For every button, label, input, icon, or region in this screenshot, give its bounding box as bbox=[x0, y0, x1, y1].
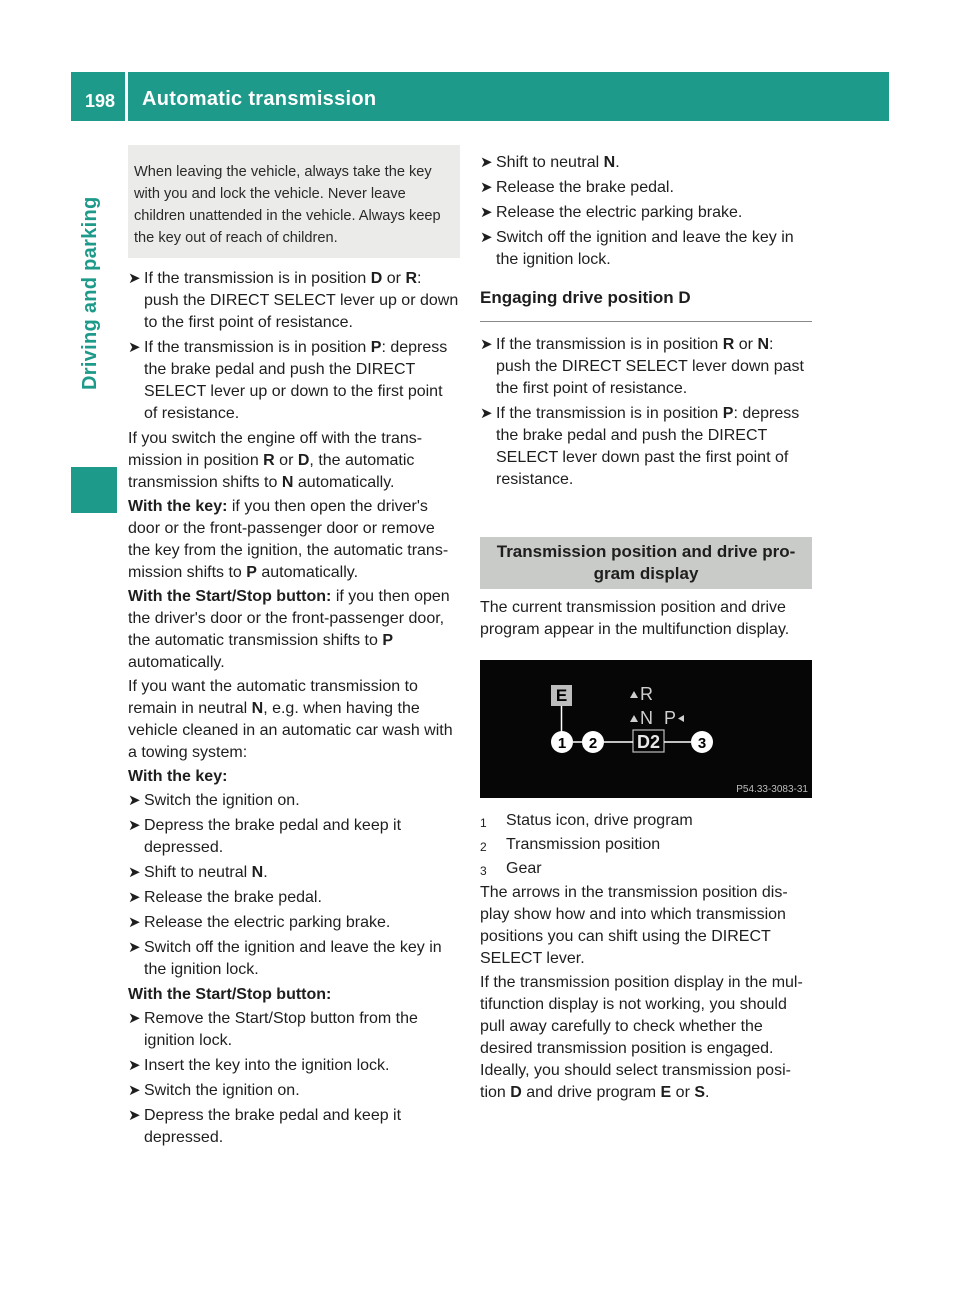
position-p: P bbox=[664, 708, 677, 728]
with-button-heading: With the Start/Stop button: bbox=[128, 986, 332, 1003]
header-divider bbox=[125, 72, 128, 121]
step-arrow-icon: ➤ bbox=[480, 154, 493, 171]
figure-background bbox=[480, 660, 812, 798]
callout-1-number: 1 bbox=[557, 735, 567, 752]
left-column bbox=[128, 140, 460, 1152]
step-arrow-icon: ➤ bbox=[128, 914, 141, 931]
key-step: ➤ Switch off the ignition and leave the key in the ignition lock. bbox=[128, 939, 442, 978]
step-arrow-icon: ➤ bbox=[128, 270, 141, 287]
step-arrow-icon: ➤ bbox=[128, 1107, 141, 1124]
side-tab-marker bbox=[71, 467, 117, 513]
button-step: ➤ Insert the key into the ignition lock. bbox=[128, 1055, 460, 1077]
step-neutral: ➤ Shift to neutral N. bbox=[480, 152, 812, 174]
step-arrow-icon: ➤ bbox=[128, 864, 141, 881]
button-step: ➤ Remove the Start/Stop button from the ignition lock. bbox=[128, 1010, 418, 1049]
paragraph-neutral: If you want the automatic transmission to remain in neutral N, e.g. when having the vehicle cleaned in an automatic car wash with a towing system: bbox=[128, 678, 453, 761]
eng-step-p: ➤ If the transmission is in position P: depress the brake pedal and push the DIRECT SELECT lever down past the first point of resistance. bbox=[480, 405, 800, 488]
step: ➤ Switch off the ignition and leave the key in the ignition lock. bbox=[480, 229, 794, 268]
step-arrow-icon: ➤ bbox=[128, 339, 141, 356]
button-step: ➤ Depress the brake pedal and keep it depressed. bbox=[128, 1107, 402, 1146]
step-arrow-icon: ➤ bbox=[480, 405, 493, 422]
transmission-display-figure bbox=[480, 660, 812, 798]
step-arrow-icon: ➤ bbox=[128, 939, 141, 956]
figure-code: P54.33-3083-31 bbox=[736, 784, 808, 795]
key-step: ➤ Depress the brake pedal and keep it depressed. bbox=[128, 817, 402, 856]
callout-2-number: 2 bbox=[588, 735, 598, 752]
arrows-paragraph: The arrows in the transmission position dis-play show how and into which transmission positions you can shift using the DIRECT SELECT lever. bbox=[480, 884, 788, 967]
transmission-display-svg bbox=[480, 660, 812, 798]
key-step: ➤ Release the brake pedal. bbox=[128, 887, 460, 909]
right-column bbox=[480, 150, 812, 1106]
position-n: N bbox=[640, 708, 653, 728]
side-tab-label: Driving and parking bbox=[79, 196, 101, 390]
step-arrow-icon: ➤ bbox=[128, 1010, 141, 1027]
step-arrow-icon: ➤ bbox=[480, 204, 493, 221]
page-header bbox=[71, 72, 889, 121]
step-arrow-icon: ➤ bbox=[128, 817, 141, 834]
warning-box: When leaving the vehicle, always take the key with you and lock the vehicle. Never leave children unattended in the vehicle. Always keep the key out of reach of children. bbox=[128, 145, 460, 258]
step-arrow-icon: ➤ bbox=[480, 336, 493, 353]
with-key-heading: With the key: bbox=[128, 768, 228, 785]
step-p: ➤ If the transmission is in position P: depress the brake pedal and push the DIRECT SELECT lever up or down to the first point of resistance. bbox=[128, 339, 448, 422]
step-arrow-icon: ➤ bbox=[128, 792, 141, 809]
legend-number: 1 bbox=[480, 816, 487, 830]
key-step-neutral: ➤ Shift to neutral N. bbox=[128, 862, 460, 884]
drive-program-letter: E bbox=[555, 686, 568, 705]
step: ➤ Release the electric parking brake. bbox=[480, 202, 812, 224]
key-step: ➤ Switch the ignition on. bbox=[128, 790, 460, 812]
step-d-or-r: ➤ If the transmission is in position D or R: push the DIRECT SELECT lever up or down to the first point of resistance. bbox=[128, 270, 459, 331]
key-step: ➤ Release the electric parking brake. bbox=[128, 912, 460, 934]
legend-number: 3 bbox=[480, 864, 487, 878]
paragraph-with-button: With the Start/Stop button: if you then open the driver's door or the front-passenger door, the automatic transmission shifts to P automatically. bbox=[128, 588, 450, 671]
step-arrow-icon: ➤ bbox=[128, 1057, 141, 1074]
engaging-heading: Engaging drive position D bbox=[480, 287, 812, 322]
callout-3-number: 3 bbox=[697, 735, 707, 752]
legend-item: 2 Transmission position bbox=[480, 834, 812, 856]
paragraph-with-key: With the key: if you then open the driver's door or the front-passenger door or remove the key from the ignition, the automatic trans-mission shifts to P automatically. bbox=[128, 498, 449, 581]
display-intro: The current transmission position and drive program appear in the multifunction display. bbox=[480, 599, 790, 638]
eng-step-r-or-n: ➤ If the transmission is in position R or N: push the DIRECT SELECT lever down past the first point of resistance. bbox=[480, 336, 804, 397]
step-arrow-icon: ➤ bbox=[480, 229, 493, 246]
step-arrow-icon: ➤ bbox=[128, 889, 141, 906]
paragraph-engine-off: If you switch the engine off with the trans-mission in position R or D, the automatic transmission shifts to N automatically. bbox=[128, 430, 423, 491]
legend-number: 2 bbox=[480, 840, 487, 854]
step: ➤ Release the brake pedal. bbox=[480, 177, 812, 199]
button-step: ➤ Switch the ignition on. bbox=[128, 1080, 460, 1102]
legend-item: 3 Gear bbox=[480, 858, 812, 880]
page-number: 198 bbox=[85, 91, 116, 111]
display-heading: Transmission position and drive pro-gram display bbox=[480, 537, 812, 589]
section-title: Automatic transmission bbox=[142, 88, 377, 110]
position-r: R bbox=[640, 684, 653, 704]
step-arrow-icon: ➤ bbox=[480, 179, 493, 196]
step-arrow-icon: ➤ bbox=[128, 1082, 141, 1099]
gear-value: D2 bbox=[636, 732, 661, 752]
final-paragraph: If the transmission position display in the mul-tifunction display is not working, you should pull away carefully to check whether the desired transmission position is engaged. Ideally, you should select transmission posi-tion D and drive program E or S. bbox=[480, 974, 803, 1101]
legend-item: 1 Status icon, drive program bbox=[480, 810, 812, 832]
